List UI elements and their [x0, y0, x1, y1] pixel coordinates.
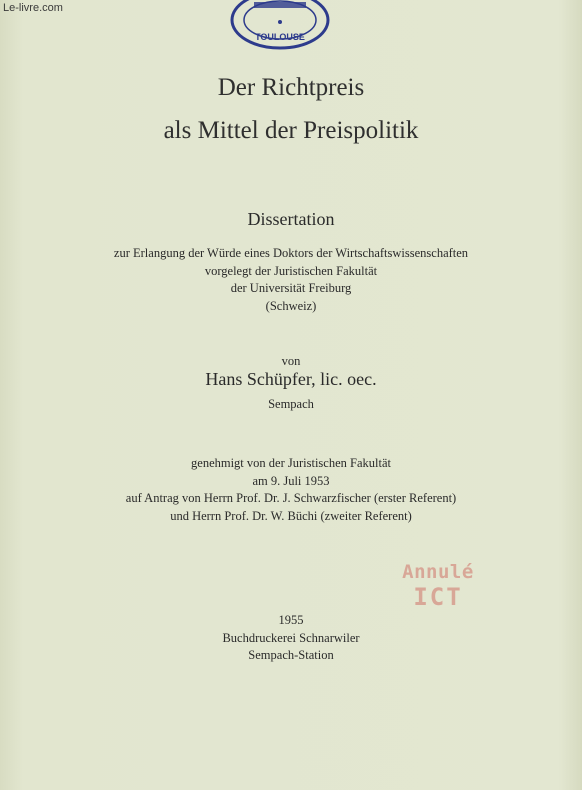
approval-line: auf Antrag von Herrn Prof. Dr. J. Schwarzfischer (erster Referent) — [125, 491, 457, 505]
description-line: der Universität Freiburg — [230, 281, 352, 295]
imprint-block — [0, 612, 582, 665]
approval-block — [0, 455, 582, 525]
description-line: (Schweiz) — [265, 298, 317, 313]
description-line: zur Erlangung der Würde eines Doktors der Wirtschaftswissenschaften — [113, 246, 469, 260]
stamp-text: TOULOUSE — [255, 32, 305, 42]
description-line: vorgelegt der Juristischen Fakultät — [204, 263, 378, 278]
watermark: Le-livre.com — [3, 2, 63, 14]
dissertation-heading: Dissertation — [247, 209, 335, 229]
von-label: von — [281, 354, 301, 368]
imprint-printer: Buchdruckerei Schnarwiler — [222, 630, 360, 645]
annule-stamp-line-1: Annulé — [402, 561, 474, 583]
annule-stamp-line-2: ICT — [413, 583, 463, 611]
approval-line: und Herrn Prof. Dr. W. Büchi (zweiter Referent) — [170, 508, 412, 523]
author-name: Hans Schüpfer, lic. oec. — [205, 369, 377, 389]
approval-line: am 9. Juli 1953 — [252, 473, 330, 488]
imprint-year: 1955 — [278, 613, 304, 627]
approval-line: genehmigt von der Juristischen Fakultät — [191, 456, 391, 470]
title-line-2: als Mittel der Preispolitik — [163, 117, 419, 144]
author-place: Sempach — [268, 397, 314, 411]
library-stamp-icon — [228, 0, 332, 52]
degree-description — [0, 245, 582, 315]
imprint-place: Sempach-Station — [248, 648, 334, 662]
title-line-1: Der Richtpreis — [217, 74, 365, 101]
annule-stamp — [386, 560, 490, 610]
